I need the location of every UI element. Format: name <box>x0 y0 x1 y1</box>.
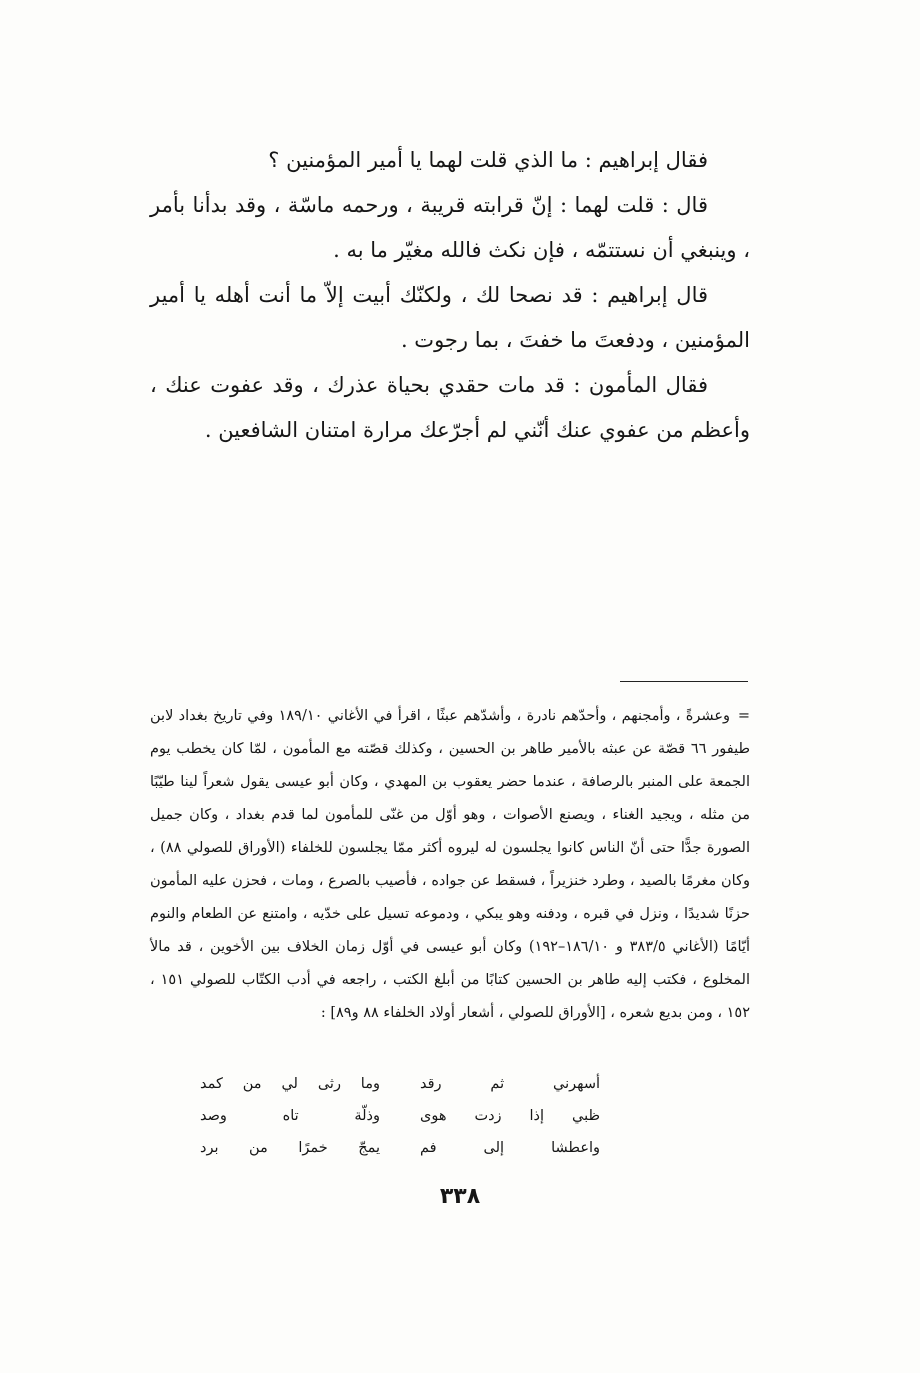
footnote-text: وعشرةً ، وأمجنهم ، وأحدّهم نادرة ، وأشدّهم عبثًا ، اقرأ في الأغاني ١٨٩/١٠ وفي تاريخ بغداد لابن طيفور ٦٦ قصّة عن عبثه بالأمير طاهر بن الحسين ، وكذلك قصّته مع المأمون ، لمّا كان يخطب يوم الجمعة على المنبر بالرصافة ، عندما حضر يعقوب بن المهدي ، وكان أبو عيسى يقول شعراً لينا طيّبًا من مثله ، ويجيد الغناء ، ويصنع الأصوات ، وهو أوّل من غنّى للمأمون لما قدم بغداد ، وكان جميل الصورة جدًّا حتى أنّ الناس كانوا يجلسون له ليروه أكثر ممّا يجلسون للخلفاء (الأوراق للصولي ٨٨) ، وكان مغرمًا بالصيد ، وطرد خنزيراً ، فسقط عن جواده ، فأصيب بالصرع ، ومات ، فحزن عليه المأمون حزنًا شديدًا ، ونزل في قبره ، ودفنه وهو يبكي ، ودموعه تسيل على خدّيه ، وامتنع عن الطعام والنوم أيّامًا (الأغاني ٣٨٣/٥ و ١٨٦/١٠–١٩٢) وكان أبو عيسى في أوّل زمان الخلاف بين الأخوين ، قد مالأ المخلوع ، فكتب إليه طاهر بن الحسين كتابًا من أبلغ الكتب ، راجعه في أدب الكتّاب للصولي ١٥١ ، ١٥٢ ، ومن بديع شعره ، [الأوراق للصولي ، أشعار أولاد الخلفاء ٨٨ و٨٩] : <box>150 708 750 1021</box>
verse-first-hemistich: ظبي إذا زدت هوى <box>420 1108 600 1124</box>
paragraph: فقال المأمون : قد مات حقدي بحياة عذرك ، وقد عفوت عنك ، وأعظم من عفوي عنك أنّني لم أجرّعك مرارة امتنان الشافعين . <box>150 373 750 442</box>
poem <box>200 1068 600 1164</box>
poem-verse <box>200 1100 600 1132</box>
verse-first-hemistich: أسهرني ثم رقد <box>420 1076 600 1092</box>
verse-second-hemistich: يمجّ خمرًا من برد <box>200 1140 380 1156</box>
verse-second-hemistich: وما رثى لي من كمد <box>200 1076 380 1092</box>
verse-second-hemistich: وذلّة تاه وصد <box>200 1108 380 1124</box>
main-text <box>150 138 750 453</box>
paragraph: قال : قلت لهما : إنّ قرابته قريبة ، ورحمه ماسّة ، وقد بدأنا بأمر ، وينبغي أن نستتمّه ، فإن نكث فالله مغيّر ما به . <box>150 193 750 262</box>
verse-first-hemistich: واعطشا إلى فم <box>420 1140 600 1156</box>
poem-verse <box>200 1068 600 1100</box>
footnote-divider <box>620 681 748 682</box>
poem-verse <box>200 1132 600 1164</box>
footnote-continuation-marker: = <box>737 708 750 724</box>
paragraph: فقال إبراهيم : ما الذي قلت لهما يا أمير المؤمنين ؟ <box>268 148 708 172</box>
page-number: ٣٣٨ <box>439 1184 481 1209</box>
footnote <box>150 700 750 1030</box>
footnote-paragraph <box>150 700 750 1030</box>
paragraph: قال إبراهيم : قد نصحا لك ، ولكنّك أبيت إلاّ ما أنت أهله يا أمير المؤمنين ، ودفعتَ ما خفتَ ، بما رجوت . <box>150 283 750 352</box>
